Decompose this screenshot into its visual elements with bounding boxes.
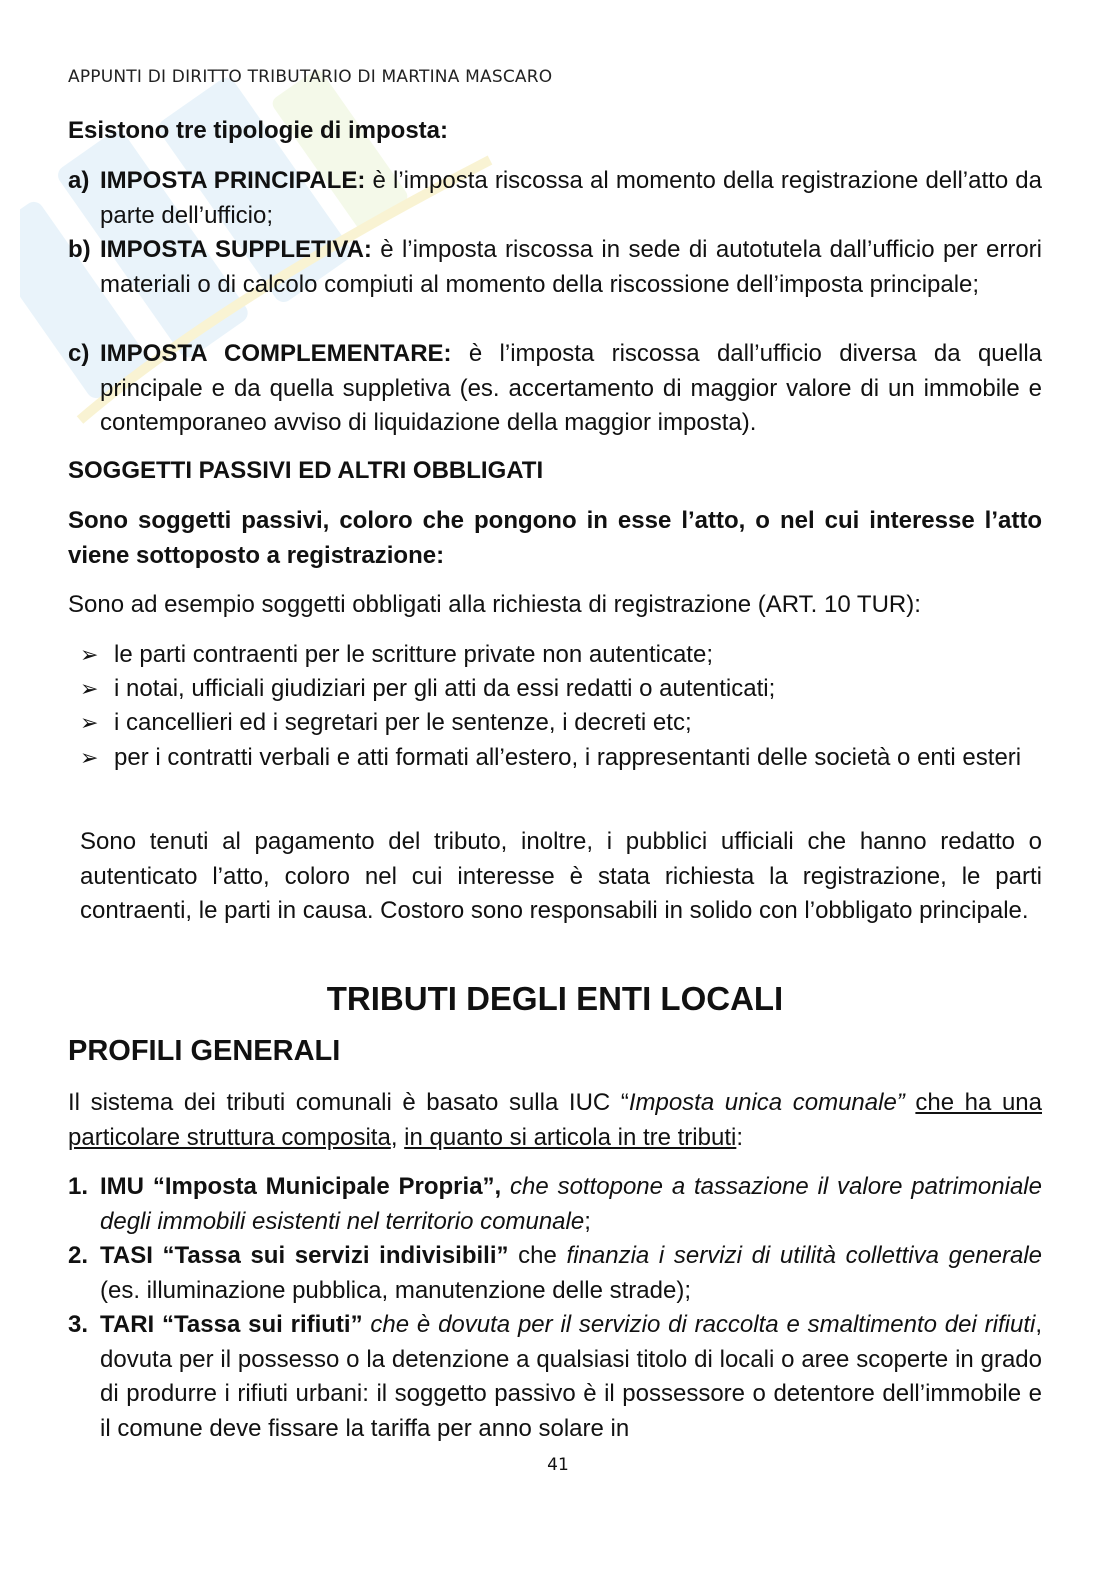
imposta-text: è l’imposta riscossa dall’ufficio diversa da quella principale e da quella suppletiva (es. accertamento di maggior valore di un immobile e contemporaneo avviso di liquidazione della maggior imposta). bbox=[100, 340, 1043, 436]
page-number: 41 bbox=[547, 1455, 569, 1475]
bullet-item bbox=[80, 741, 1042, 776]
subsection-title-profili: PROFILI GENERALI bbox=[68, 1035, 341, 1067]
list-marker: 1. bbox=[68, 1173, 89, 1200]
bullet-item bbox=[80, 706, 1042, 741]
bullet-text: i notai, ufficiali giudiziari per gli atti da essi redatti o autenticati; bbox=[114, 675, 776, 702]
tributi-intro-paragraph bbox=[68, 1086, 1042, 1155]
imposta-title: IMPOSTA PRINCIPALE: bbox=[100, 167, 366, 194]
intro-text: Il sistema dei tributi comunali è basato sulla IUC “ bbox=[68, 1089, 629, 1116]
tributo-name: TASI “Tassa sui servizi indivisibili” bbox=[100, 1242, 509, 1269]
list-marker: 3. bbox=[68, 1311, 89, 1338]
list-marker: a) bbox=[68, 167, 90, 194]
bullet-text: le parti contraenti per le scritture private non autenticate; bbox=[114, 641, 713, 668]
intro-underlined-2: in quanto si articola in tre tributi bbox=[404, 1123, 737, 1151]
list-marker: 2. bbox=[68, 1242, 89, 1269]
list-item-imposta-suppletiva bbox=[68, 233, 1042, 302]
soggetti-obbligati-intro: Sono ad esempio soggetti obbligati alla richiesta di registrazione (ART. 10 TUR): bbox=[68, 591, 921, 618]
list-item-imu bbox=[68, 1170, 1042, 1239]
imposta-title: IMPOSTA SUPPLETIVA: bbox=[100, 236, 372, 263]
soggetti-closing-paragraph: Sono tenuti al pagamento del tributo, inoltre, i pubblici ufficiali che hanno redatto o autenticato l’atto, coloro nel cui interesse è stata richiesta la registrazione, le parti contraenti, le parti in causa. Costoro sono responsabili in solido con l’obbligato principale. bbox=[80, 828, 1042, 924]
arrow-bullet-icon: ➢ bbox=[80, 642, 99, 667]
list-item-imposta-principale bbox=[68, 164, 1042, 233]
intro-underlined-1: che ha una particolare struttura composita bbox=[68, 1089, 1042, 1151]
bullet-text: per i contratti verbali e atti formati all’estero, i rappresentanti delle società o enti esteri bbox=[114, 744, 1022, 771]
tributo-text: , dovuta per il possesso o la detenzione a qualsiasi titolo di locali o aree scoperte in grado di produrre i rifiuti urbani: il soggetto passivo è il possessore o detentore dell’immobile e il comune deve fissare la tariffa per anno solare in bbox=[100, 1311, 1042, 1442]
list-item-tari bbox=[68, 1308, 1042, 1446]
intro-italic: Imposta unica comunale” bbox=[628, 1089, 905, 1116]
list-marker: c) bbox=[68, 340, 90, 367]
section-heading-soggetti: SOGGETTI PASSIVI ED ALTRI OBBLIGATI bbox=[68, 457, 544, 484]
tributo-italic: finanzia i servizi di utilità collettiva generale bbox=[566, 1242, 1043, 1269]
intro-comma: , bbox=[390, 1123, 405, 1151]
tributo-name: TARI “Tassa sui rifiuti” bbox=[100, 1311, 363, 1338]
list-item-tasi bbox=[68, 1239, 1042, 1308]
arrow-bullet-icon: ➢ bbox=[80, 710, 99, 735]
arrow-bullet-icon: ➢ bbox=[80, 676, 99, 701]
tributo-pre: che bbox=[508, 1242, 567, 1269]
intro-colon: : bbox=[736, 1123, 743, 1151]
arrow-bullet-icon: ➢ bbox=[80, 745, 99, 770]
tributo-text: (es. illuminazione pubblica, manutenzione delle strade); bbox=[100, 1276, 691, 1304]
soggetti-passivi-definition: Sono soggetti passivi, coloro che pongono in esse l’atto, o nel cui interesse l’atto viene sottoposto a registrazione: bbox=[68, 507, 1042, 569]
bullet-item bbox=[80, 638, 1042, 673]
intro-heading: Esistono tre tipologie di imposta: bbox=[68, 117, 449, 144]
document-header: APPUNTI DI DIRITTO TRIBUTARIO DI MARTINA MASCARO bbox=[68, 67, 553, 87]
bullet-item bbox=[80, 672, 1042, 707]
imposta-title: IMPOSTA COMPLEMENTARE: bbox=[100, 340, 452, 367]
list-marker: b) bbox=[68, 236, 91, 263]
bullet-text: i cancellieri ed i segretari per le sentenze, i decreti etc; bbox=[114, 709, 692, 736]
section-title-tributi: TRIBUTI DEGLI ENTI LOCALI bbox=[326, 980, 784, 1017]
tributo-text: ; bbox=[584, 1207, 591, 1235]
imposta-text: è l’imposta riscossa in sede di autotutela dall’ufficio per errori materiali o di calcolo compiuti al momento della riscossione dell’imposta principale; bbox=[100, 236, 1042, 298]
tributo-italic: che sottopone a tassazione il valore patrimoniale degli immobili esistenti nel territorio comunale bbox=[100, 1173, 1042, 1235]
tributo-italic: che è dovuta per il servizio di raccolta e smaltimento dei rifiuti bbox=[362, 1311, 1036, 1338]
list-item-imposta-complementare bbox=[68, 337, 1042, 441]
imposta-text: è l’imposta riscossa al momento della registrazione dell’atto da parte dell’ufficio; bbox=[100, 167, 1043, 229]
tributo-name: IMU “Imposta Municipale Propria”, bbox=[100, 1173, 502, 1200]
intro-space bbox=[905, 1089, 916, 1116]
